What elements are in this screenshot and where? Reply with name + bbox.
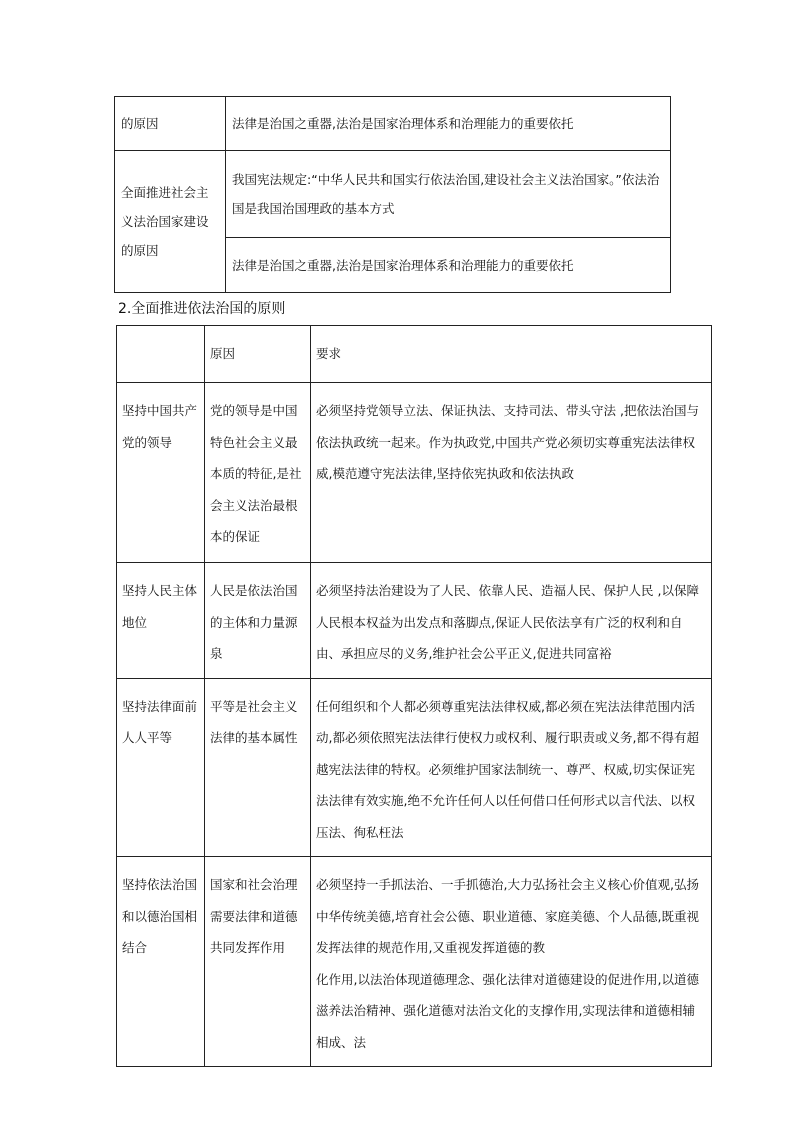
reason-label-cell: 全面推进社会主义法治国家建设的原因	[115, 151, 226, 293]
reason-cell: 人民是依法治国的主体和力量源泉	[205, 563, 311, 679]
reason-label-cell: 的原因	[115, 97, 226, 151]
reason-text-cell: 我国宪法规定:“中华人民共和国实行依法治国,建设社会主义法治国家。”依法治国是我国治国理政的基本方式	[226, 151, 671, 238]
requirement-cell: 必须坚持法治建设为了人民、依靠人民、造福人民、保护人民 ,以保障人民根本权益为出发点和落脚点,保证人民依法享有广泛的权利和自由、承担应尽的义务,维护社会公平正义,促进共同富裕	[311, 563, 712, 679]
requirement-cell	[311, 857, 712, 1067]
requirement-text: 必须坚持一手抓法治、一手抓德治,大力弘扬社会主义核心价值观,弘扬中华传统美德,培育社会公德、职业道德、家庭美德、个人品德,既重视发挥法律的规范作用,又重视发挥道德的教	[316, 877, 699, 955]
requirement-cell: 必须坚持党领导立法、保证执法、支持司法、带头守法 ,把依法治国与依法执政统一起来。作为执政党,中国共产党必须切实尊重宪法法律权威,模范遵守宪法法律,坚持依宪执政和依法执政	[311, 383, 712, 563]
section-heading: 2.全面推进依法治国的原则	[118, 301, 286, 317]
principle-cell: 坚持依法治国和以德治国相结合	[117, 857, 205, 1067]
principles-table	[116, 325, 712, 1067]
reason-cell: 国家和社会治理需要法律和道德共同发挥作用	[205, 857, 311, 1067]
reason-text-cell: 法律是治国之重器,法治是国家治理体系和治理能力的重要依托	[226, 97, 671, 151]
principle-cell: 坚持法律面前人人平等	[117, 678, 205, 857]
header-cell-blank	[117, 326, 205, 383]
reasons-table	[114, 96, 671, 293]
reason-text-cell: 法律是治国之重器,法治是国家治理体系和治理能力的重要依托	[226, 238, 671, 293]
header-cell-requirement: 要求	[311, 326, 712, 383]
requirement-text-continued: 化作用,以法治体现道德理念、强化法律对道德建设的促进作用,以道德滋养法治精神、强化道德对法治文化的支撑作用,实现法律和道德相辅相成、法	[316, 971, 699, 1050]
header-cell-reason: 原因	[205, 326, 311, 383]
principle-cell: 坚持中国共产党的领导	[117, 383, 205, 563]
requirement-cell: 任何组织和个人都必须尊重宪法法律权威,都必须在宪法法律范围内活动,都必须依照宪法法律行使权力或权利、履行职责或义务,都不得有超越宪法法律的特权。必须维护国家法制统一、尊严、权威,切实保证宪法法律有效实施,绝不允许任何人以任何借口任何形式以言代法、以权压法、徇私枉法	[311, 678, 712, 857]
reason-cell: 党的领导是中国特色社会主义最本质的特征,是社会主义法治最根本的保证	[205, 383, 311, 563]
reason-cell: 平等是社会主义法律的基本属性	[205, 678, 311, 857]
principle-cell: 坚持人民主体地位	[117, 563, 205, 679]
